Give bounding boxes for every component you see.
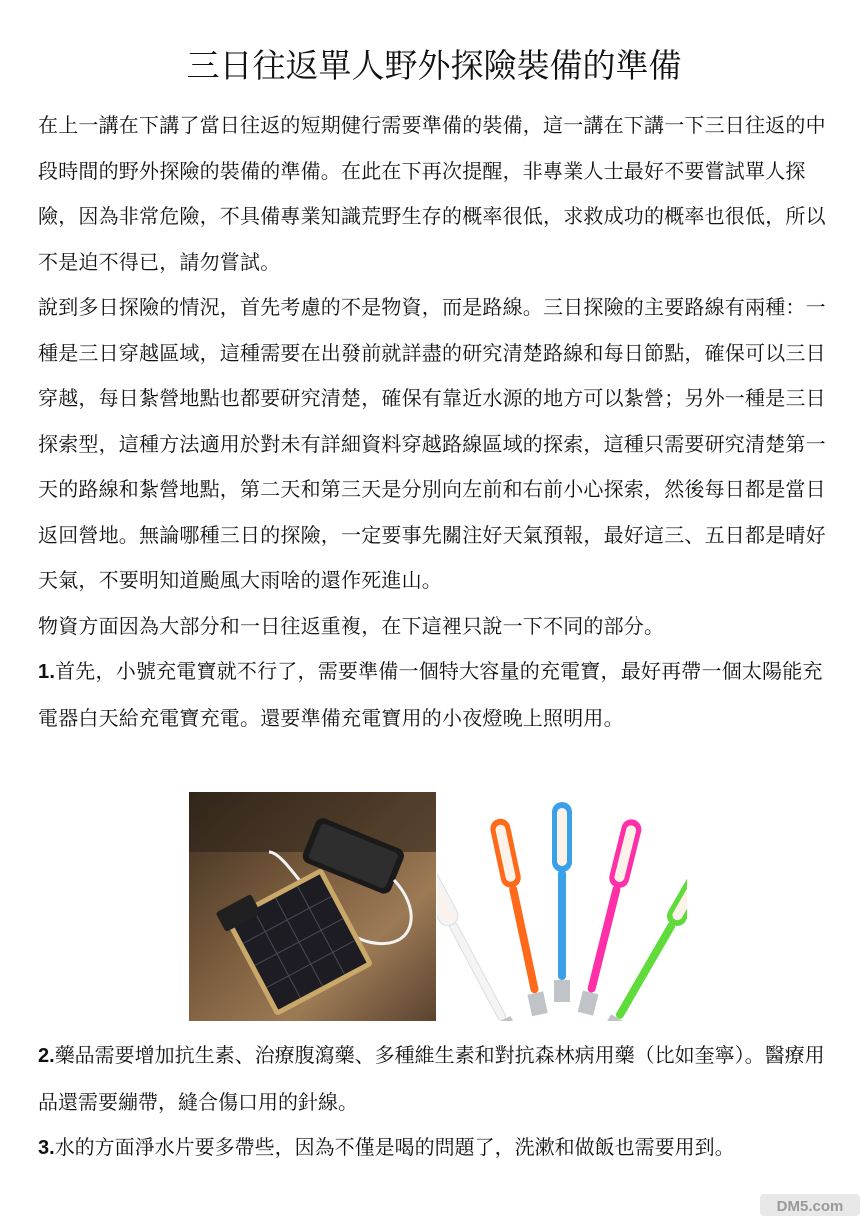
solar-charger-photo — [189, 792, 436, 1021]
list-item — [38, 649, 834, 741]
paragraph-supplies: 物資方面因為大部分和一日往返重複，在下這裡只說一下不同的部分。 — [38, 613, 665, 638]
watermark-text: DM5.com — [776, 1198, 844, 1215]
list-item-text: 水的方面淨水片要多帶些，因為不僅是喝的問題了，洗漱和做飯也需要用到。 — [54, 1135, 735, 1159]
paragraph-routes: 說到多日探險的情況，首先考慮的不是物資，而是路線。三日探險的主要路線有兩種：一種是三日穿越區域，這種需要在出發前就詳盡的研究清楚路線和每日節點，確保可以三日穿越，每日紮營地點也都要研究清楚，確保有靠近水源的地方可以紮營；另外一種是三日探索型，這種方法適用於對未有詳細資料穿越路線區域的探索，這種只需要研究清楚第一天的路線和紮營地點，第二天和第三天是分別向左前和右前小心探索，然後每日都是當日返回營地。無論哪種三日的探險，一定要事先關注好天氣預報，最好這三、五日都是晴好天氣，不要明知道颱風大雨啥的還作死進山。 — [38, 295, 826, 592]
list-item-number: 2. — [38, 1045, 55, 1067]
page-title: 三日往返單人野外探險裝備的準備 — [186, 46, 682, 85]
usb-lamp — [552, 802, 572, 1002]
list-item-text: 藥品需要增加抗生素、治療腹瀉藥、多種維生素和對抗森林病用藥（比如奎寧）。醫療用品還需要繃帶，縫合傷口用的針線。 — [38, 1043, 825, 1114]
list-item-text: 首先，小號充電寶就不行了，需要準備一個特大容量的充電寶，最好再帶一個太陽能充電器白天給充電寶充電。還要準備充電寶用的小夜燈晚上照明用。 — [38, 659, 823, 730]
usb-lamp — [489, 817, 550, 1017]
usb-lamps-photo — [437, 792, 687, 1021]
list-item-number: 3. — [38, 1137, 55, 1159]
article-body-continued — [38, 1033, 834, 1172]
list-item — [38, 1125, 834, 1172]
list-item-number: 1. — [38, 661, 56, 683]
article-body — [38, 103, 834, 741]
usb-lamps-illustration — [437, 792, 687, 1021]
list-item — [38, 1033, 834, 1125]
solar-charger-illustration — [189, 792, 436, 1021]
watermark-logo-graphic — [760, 1190, 860, 1220]
watermark-logo — [760, 1190, 860, 1220]
paragraph-intro: 在上一講在下講了當日往返的短期健行需要準備的裝備，這一講在下講一下三日往返的中段時間的野外探險的裝備的準備。在此在下再次提醒，非專業人士最好不要嘗試單人探險，因為非常危險，不具備專業知識荒野生存的概率很低，求救成功的概率也很低，所以不是迫不得已，請勿嘗試。 — [38, 113, 826, 274]
